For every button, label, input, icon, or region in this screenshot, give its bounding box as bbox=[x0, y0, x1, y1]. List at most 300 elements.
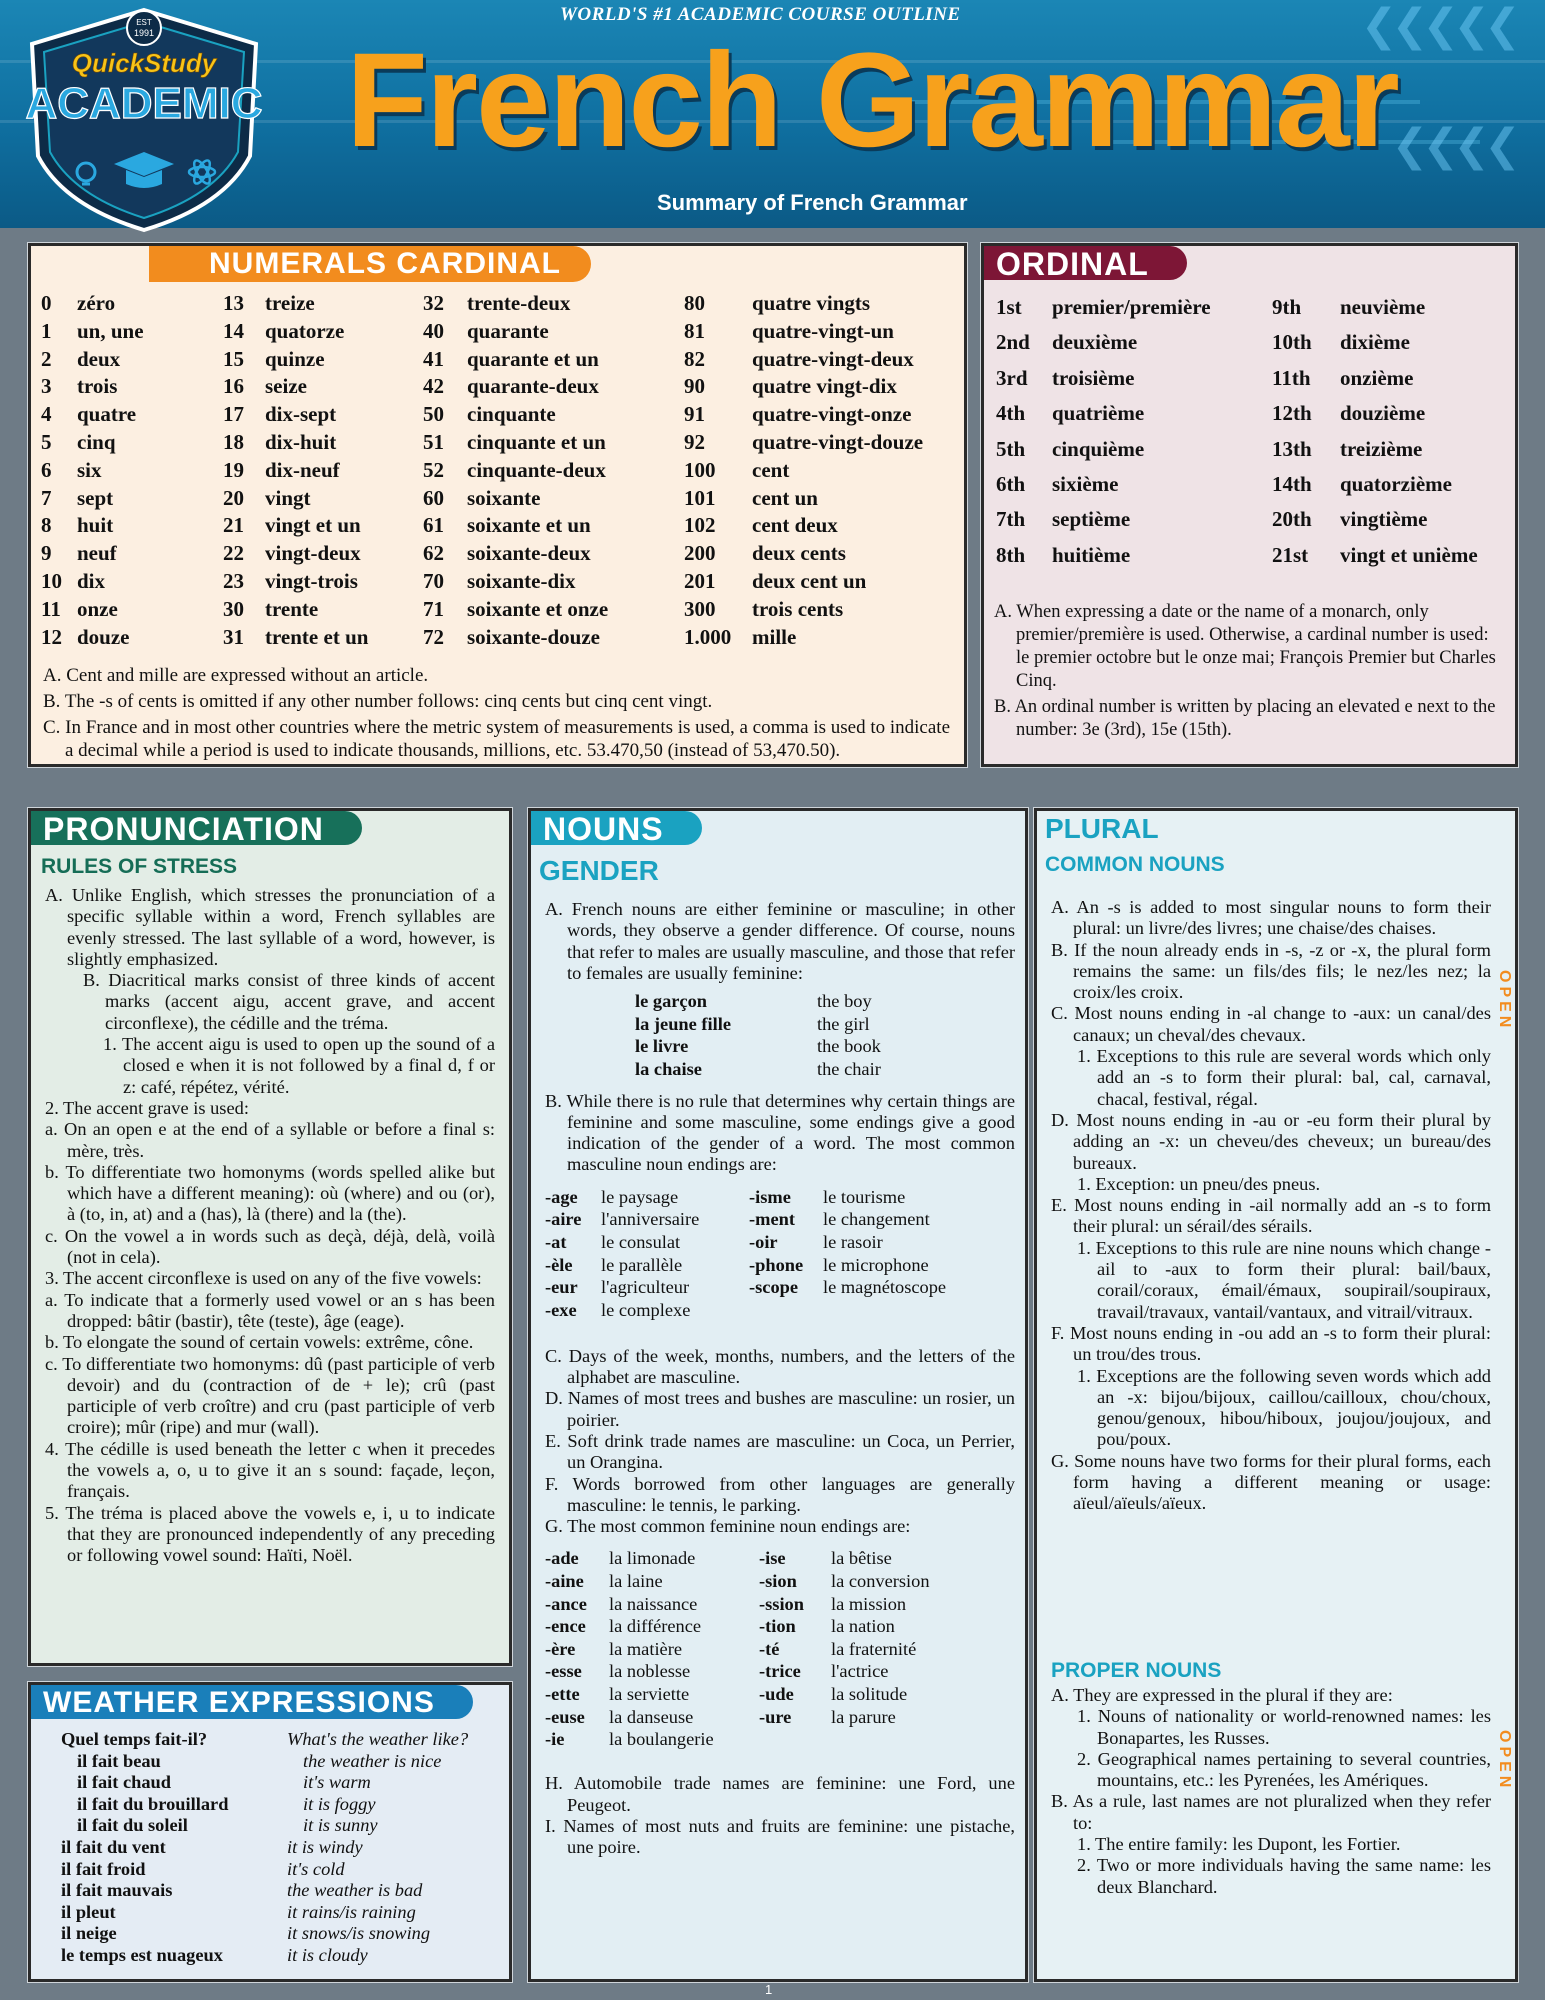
cardinal-value: cent bbox=[752, 457, 790, 482]
cardinal-note-c: C. In France and in most other countries where the metric system of measurements is used, a comma is used to indicate a decimal while a period is used to indicate thousands, millions, etc. 53.470,50 (instead of 53,470.50). bbox=[43, 717, 951, 761]
masculine-ending-key: -exe bbox=[545, 1299, 577, 1320]
masculine-ending-row bbox=[749, 1254, 946, 1277]
masculine-endings-table bbox=[545, 1186, 1015, 1336]
open-tab-lower: OPEN bbox=[1496, 1730, 1513, 1792]
cardinal-row bbox=[223, 457, 368, 485]
masculine-ending-value: le microphone bbox=[823, 1254, 929, 1275]
pronunciation-line: c. On the vowel a in words such as deçà, déjà, delà, voilà (not in cela). bbox=[45, 1225, 495, 1268]
weather-value: it is cloudy bbox=[287, 1944, 368, 1965]
cardinal-key: 102 bbox=[684, 513, 716, 538]
ordinal-key: 6th bbox=[996, 472, 1026, 497]
cardinal-key: 71 bbox=[423, 596, 444, 621]
nouns-title: NOUNS bbox=[531, 811, 702, 845]
nouns-rule-i: I. Names of most nuts and fruits are feminine: une pistache, une poire. bbox=[545, 1816, 1015, 1858]
cardinal-row bbox=[684, 485, 923, 513]
nouns-rule-a: A. French nouns are either feminine or masculine; in other words, they observe a gender difference. Of course, nouns that refer to males are usually masculine, and those that refer to females are usually feminine: bbox=[545, 899, 1015, 983]
feminine-ending-key: -ure bbox=[759, 1706, 792, 1727]
masculine-ending-row bbox=[545, 1208, 699, 1231]
ordinal-row bbox=[996, 290, 1211, 325]
ordinal-row bbox=[996, 502, 1211, 537]
cardinal-row bbox=[223, 290, 368, 318]
feminine-ending-key: -euse bbox=[545, 1706, 585, 1727]
plural-line: A. An -s is added to most singular nouns to form their plural: un livre/des livres; une chaise/des chaises. bbox=[1051, 897, 1491, 939]
weather-row bbox=[61, 1729, 468, 1751]
cardinal-key: 72 bbox=[423, 624, 444, 649]
cardinal-value: trois cents bbox=[752, 596, 844, 621]
masculine-ending-row bbox=[749, 1276, 946, 1299]
cardinal-key: 101 bbox=[684, 485, 716, 510]
feminine-ending-row bbox=[545, 1638, 714, 1661]
proper-nouns-line: B. As a rule, last names are not pluralized when they refer to: bbox=[1051, 1791, 1491, 1833]
cardinal-value: dix-neuf bbox=[265, 457, 340, 482]
pronunciation-line: b. To elongate the sound of certain vowels: extrême, cône. bbox=[45, 1332, 474, 1353]
masculine-ending-key: -isme bbox=[749, 1186, 791, 1207]
masculine-ending-row bbox=[749, 1186, 946, 1209]
cardinal-row bbox=[684, 429, 923, 457]
cardinal-value: quatre-vingt-un bbox=[752, 318, 894, 343]
masculine-ending-key: -eur bbox=[545, 1277, 578, 1298]
weather-key: il fait froid bbox=[61, 1858, 146, 1879]
cardinal-row bbox=[684, 624, 923, 652]
gender-example-row bbox=[635, 1058, 1015, 1081]
pronunciation-line: B. Diacritical marks consist of three kinds of accent marks (accent aigu, accent grave, and accent circonflexe), the cédille and the tréma. bbox=[83, 970, 495, 1033]
cardinal-row bbox=[684, 290, 923, 318]
cardinal-value: quatorze bbox=[265, 318, 345, 343]
cardinal-row bbox=[684, 457, 923, 485]
ordinal-value: quatorzième bbox=[1340, 472, 1452, 497]
weather-row bbox=[61, 1902, 468, 1924]
cardinal-row bbox=[684, 512, 923, 540]
cardinal-key: 70 bbox=[423, 568, 444, 593]
ordinal-value: septième bbox=[1052, 507, 1131, 532]
weather-value: it is foggy bbox=[303, 1793, 376, 1814]
feminine-ending-key: -ette bbox=[545, 1683, 580, 1704]
ordinal-key: 21st bbox=[1272, 542, 1309, 567]
tagline: WORLD'S #1 ACADEMIC COURSE OUTLINE bbox=[560, 4, 961, 25]
feminine-ending-row bbox=[545, 1706, 714, 1729]
ordinal-key: 1st bbox=[996, 295, 1022, 319]
proper-nouns-line: A. They are expressed in the plural if they are: bbox=[1051, 1685, 1393, 1705]
feminine-ending-value: l'actrice bbox=[831, 1661, 889, 1682]
feminine-ending-value: la danseuse bbox=[609, 1706, 694, 1727]
weather-row bbox=[61, 1815, 468, 1837]
cardinal-row bbox=[423, 624, 608, 652]
cardinal-row bbox=[684, 540, 923, 568]
weather-key: il fait du soleil bbox=[77, 1815, 188, 1836]
feminine-ending-value: la limonade bbox=[609, 1548, 696, 1569]
cardinal-key: 201 bbox=[684, 568, 716, 593]
cardinal-key: 1 bbox=[41, 318, 52, 343]
cardinal-row bbox=[684, 373, 923, 401]
cardinal-key: 11 bbox=[41, 596, 61, 621]
cardinal-key: 9 bbox=[41, 541, 52, 566]
feminine-ending-row bbox=[759, 1615, 930, 1638]
weather-key: Quel temps fait-il? bbox=[61, 1729, 208, 1749]
cardinal-value: un, une bbox=[77, 318, 144, 343]
cardinal-column-4 bbox=[684, 290, 923, 651]
cardinal-numerals-panel bbox=[28, 243, 967, 767]
cardinal-value: dix-sept bbox=[265, 402, 337, 427]
gender-example-value: the chair bbox=[817, 1058, 881, 1079]
pronunciation-line: 5. The tréma is placed above the vowels e, i, u to indicate that they are pronounced independently of any preceding or following vowel sound: Haïti, Noël. bbox=[45, 1502, 495, 1566]
cardinal-key: 51 bbox=[423, 429, 444, 454]
weather-key: il pleut bbox=[61, 1901, 116, 1922]
plural-line: B. If the noun already ends in -s, -z or -x, the plural form remains the same: un fils/des fils; le nez/les nez; la croix/les croix. bbox=[1051, 939, 1491, 1003]
ordinal-row bbox=[996, 396, 1211, 431]
cardinal-key: 60 bbox=[423, 485, 444, 510]
cardinal-key: 14 bbox=[223, 318, 244, 343]
cardinal-row bbox=[423, 457, 608, 485]
cardinal-value: neuf bbox=[77, 541, 117, 566]
cardinal-row bbox=[684, 568, 923, 596]
masculine-ending-row bbox=[749, 1208, 946, 1231]
cardinal-key: 13 bbox=[223, 291, 244, 315]
cardinal-key: 4 bbox=[41, 402, 52, 427]
ordinal-panel bbox=[981, 243, 1518, 767]
cardinal-row bbox=[223, 485, 368, 513]
masculine-ending-value: l'agriculteur bbox=[601, 1277, 690, 1298]
cardinal-value: quatre vingt-dix bbox=[752, 374, 897, 399]
weather-panel bbox=[28, 1682, 512, 1982]
cardinal-key: 8 bbox=[41, 513, 52, 538]
ordinal-value: deuxième bbox=[1052, 330, 1138, 355]
gender-example-key: le garçon bbox=[635, 991, 708, 1012]
page-title: French Grammar bbox=[346, 26, 1398, 175]
masculine-ending-key: -age bbox=[545, 1186, 578, 1207]
masculine-ending-value: le paysage bbox=[601, 1186, 679, 1207]
feminine-ending-row bbox=[759, 1570, 930, 1593]
feminine-ending-value: la nation bbox=[831, 1616, 895, 1637]
masculine-ending-row bbox=[545, 1186, 699, 1209]
pronunciation-line: 3. The accent circonflexe is used on any of the five vowels: bbox=[45, 1268, 482, 1289]
cardinal-value: trente et un bbox=[265, 624, 369, 649]
masculine-ending-key: -ment bbox=[749, 1209, 795, 1230]
plural-line: 1. Exceptions are the following seven words which add an -x: bijou/bijoux, caillou/cailloux, chou/choux, genou/genoux, hibou/hiboux, joujou/joujoux, and pou/poux. bbox=[1077, 1365, 1491, 1450]
cardinal-value: deux cents bbox=[752, 541, 846, 566]
nouns-panel bbox=[528, 808, 1028, 1982]
feminine-ending-value: la fraternité bbox=[831, 1638, 917, 1659]
cardinal-value: treize bbox=[265, 291, 315, 315]
arrow-decoration-icon: ❮❮❮❮ bbox=[1391, 120, 1515, 171]
cardinal-value: quarante-deux bbox=[467, 374, 599, 399]
ordinal-row bbox=[1272, 290, 1478, 325]
plural-line: 1. Exceptions to this rule are nine nouns which change -ail to -aux to form their plural: bail/baux, corail/coraux, émail/émaux, soupirail/soupiraux, travail/travaux, vantail/vantaux, and vitrail/vitraux. bbox=[1077, 1237, 1491, 1322]
cardinal-value: quinze bbox=[265, 346, 325, 371]
ordinal-row bbox=[1272, 467, 1478, 502]
cardinal-value: trente-deux bbox=[467, 291, 571, 315]
cardinal-row bbox=[41, 290, 144, 318]
weather-row bbox=[61, 1772, 468, 1794]
logo-year: 1991 bbox=[133, 28, 155, 38]
cardinal-value: zéro bbox=[77, 291, 116, 315]
pronunciation-line: a. On an open e at the end of a syllable or before a final s: mère, très. bbox=[45, 1119, 495, 1161]
feminine-ending-value: la matière bbox=[609, 1638, 683, 1659]
proper-nouns-line: 2. Geographical names pertaining to several countries, mountains, etc.: les Pyrenées, les Amériques. bbox=[1077, 1748, 1491, 1791]
cardinal-key: 50 bbox=[423, 402, 444, 427]
masculine-ending-value: le consulat bbox=[601, 1231, 681, 1252]
arrow-decoration-icon: ❮❮❮❮❮ bbox=[1360, 0, 1515, 51]
cardinal-row bbox=[684, 596, 923, 624]
masculine-ending-key: -èle bbox=[545, 1254, 573, 1275]
cardinal-row bbox=[41, 568, 144, 596]
pronunciation-line: a. To indicate that a formerly used vowel or an s has been dropped: bâtir (bastir), tête (teste), âge (eage). bbox=[45, 1289, 495, 1331]
pronunciation-line: 4. The cédille is used beneath the letter c when it precedes the vowels a, o, u to give it an s sound: façade, leçon, français. bbox=[45, 1438, 495, 1502]
weather-row bbox=[61, 1880, 468, 1902]
weather-row bbox=[61, 1945, 468, 1967]
cardinal-value: deux bbox=[77, 346, 121, 371]
cardinal-row bbox=[423, 568, 608, 596]
plural-line: 1. Exceptions to this rule are several words which only add an -s to form their plural: bal, cal, carnaval, chacal, festival, régal. bbox=[1077, 1046, 1491, 1109]
masculine-ending-row bbox=[749, 1231, 946, 1254]
feminine-ending-row bbox=[759, 1660, 930, 1683]
cardinal-row bbox=[223, 624, 368, 652]
quickstudy-logo bbox=[24, 6, 264, 234]
cardinal-value: six bbox=[77, 457, 102, 482]
cardinal-row bbox=[41, 429, 144, 457]
ordinal-key: 14th bbox=[1272, 472, 1312, 497]
weather-value: the weather is nice bbox=[303, 1750, 442, 1771]
ordinal-column-left bbox=[996, 290, 1211, 573]
cardinal-note-a: A. Cent and mille are expressed without an article. bbox=[43, 665, 429, 686]
cardinal-value: dix-huit bbox=[265, 429, 337, 454]
weather-key: il neige bbox=[61, 1923, 117, 1944]
ordinal-note-b: B. An ordinal number is written by placing an elevated e next to the number: 3e (3rd), 15e (15th). bbox=[994, 697, 1496, 740]
ordinal-value: troisième bbox=[1052, 365, 1135, 390]
proper-nouns-body bbox=[1051, 1685, 1491, 1898]
cardinal-key: 7 bbox=[41, 485, 52, 510]
rules-of-stress-heading: RULES OF STRESS bbox=[41, 855, 238, 878]
cardinal-value: soixante-douze bbox=[467, 624, 600, 649]
pronunciation-line: b. To differentiate two homonyms (words spelled alike but which have a different meaning): où (where) and ou (or), à (to, in, at) and a (has), là (there) and la (the). bbox=[45, 1161, 495, 1225]
cardinal-row bbox=[223, 429, 368, 457]
masculine-ending-value: le changement bbox=[823, 1209, 930, 1230]
feminine-ending-key: -ère bbox=[545, 1638, 576, 1659]
feminine-ending-key: -trice bbox=[759, 1661, 801, 1682]
weather-row bbox=[61, 1837, 468, 1859]
cardinal-row bbox=[41, 485, 144, 513]
masculine-ending-key: -scope bbox=[749, 1277, 799, 1298]
masculine-ending-value: le parallèle bbox=[601, 1254, 683, 1275]
cardinal-value: cent un bbox=[752, 485, 818, 510]
cardinal-key: 41 bbox=[423, 346, 444, 371]
weather-value: it is windy bbox=[287, 1836, 363, 1857]
ordinal-value: neuvième bbox=[1340, 295, 1426, 319]
cardinal-value: soixante bbox=[467, 485, 541, 510]
cardinal-key: 52 bbox=[423, 457, 444, 482]
cardinal-row bbox=[41, 624, 144, 652]
pronunciation-line: 1. The accent aigu is used to open up the sound of a closed e when it is not followed by a final d, f or z: café, répétez, vérité. bbox=[103, 1034, 495, 1097]
cardinal-key: 32 bbox=[423, 291, 444, 315]
page-subtitle: Summary of French Grammar bbox=[657, 190, 968, 215]
gender-heading: GENDER bbox=[539, 855, 659, 886]
ordinal-key: 5th bbox=[996, 436, 1026, 461]
gender-example-key: la jeune fille bbox=[635, 1013, 732, 1034]
cardinal-key: 61 bbox=[423, 513, 444, 538]
ordinal-value: premier/première bbox=[1052, 295, 1211, 319]
nouns-body bbox=[545, 899, 1015, 1859]
weather-key: il fait du brouillard bbox=[77, 1793, 229, 1814]
cardinal-key: 31 bbox=[223, 624, 244, 649]
cardinal-key: 0 bbox=[41, 291, 52, 315]
cardinal-key: 22 bbox=[223, 541, 244, 566]
masculine-ending-key: -phone bbox=[749, 1254, 804, 1275]
cardinal-row bbox=[41, 373, 144, 401]
cardinal-row bbox=[423, 485, 608, 513]
weather-key: il fait beau bbox=[77, 1750, 161, 1771]
pronunciation-line: c. To differentiate two homonyms: dû (past participle of verb devoir) and du (contraction of de + le); crû (past participle of verb croître) and cru (past participle of verb croire); mûr (ripe) and mur (wall). bbox=[45, 1353, 495, 1438]
weather-key: il fait chaud bbox=[77, 1772, 172, 1793]
cardinal-value: douze bbox=[77, 624, 130, 649]
cardinal-value: quarante et un bbox=[467, 346, 599, 371]
feminine-ending-row bbox=[545, 1547, 714, 1570]
masculine-ending-value: le magnétoscope bbox=[823, 1277, 947, 1298]
feminine-ending-value: la conversion bbox=[831, 1571, 930, 1592]
pronunciation-body bbox=[45, 885, 495, 1567]
cardinal-value: sept bbox=[77, 485, 114, 510]
feminine-ending-value: la mission bbox=[831, 1593, 907, 1614]
cardinal-key: 91 bbox=[684, 402, 705, 427]
feminine-ending-row bbox=[545, 1660, 714, 1683]
ordinal-value: vingtième bbox=[1340, 507, 1428, 532]
ordinal-key: 7th bbox=[996, 507, 1026, 532]
feminine-ending-row bbox=[545, 1615, 714, 1638]
logo-est: EST bbox=[136, 18, 152, 27]
plural-line: C. Most nouns ending in -al change to -aux: un canal/des canaux; un cheval/des chevaux. bbox=[1051, 1003, 1491, 1045]
ordinal-value: sixième bbox=[1052, 472, 1119, 497]
proper-nouns-line: 2. Two or more individuals having the same name: les deux Blanchard. bbox=[1077, 1855, 1491, 1897]
ordinal-key: 9th bbox=[1272, 295, 1302, 319]
feminine-ending-value: la noblesse bbox=[609, 1661, 691, 1682]
plural-body bbox=[1051, 897, 1491, 1515]
cardinal-key: 62 bbox=[423, 541, 444, 566]
cardinal-value: cinquante et un bbox=[467, 429, 606, 454]
cardinal-key: 16 bbox=[223, 374, 244, 399]
ordinal-key: 11th bbox=[1272, 365, 1311, 390]
feminine-ending-key: -ance bbox=[545, 1593, 587, 1614]
cardinal-title: NUMERALS CARDINAL bbox=[149, 246, 591, 282]
cardinal-row bbox=[223, 512, 368, 540]
feminine-ending-value: la parure bbox=[831, 1706, 896, 1727]
proper-nouns-line: 1. Nouns of nationality or world-renowned names: les Bonapartes, les Russes. bbox=[1077, 1706, 1491, 1748]
plural-line: 1. Exception: un pneu/des pneus. bbox=[1077, 1173, 1321, 1194]
nouns-rule-e: E. Soft drink trade names are masculine: un Coca, un Perrier, un Orangina. bbox=[545, 1430, 1015, 1473]
cardinal-value: soixante et onze bbox=[467, 596, 609, 621]
masculine-ending-row bbox=[545, 1254, 699, 1277]
cardinal-key: 6 bbox=[41, 457, 52, 482]
cardinal-row bbox=[223, 596, 368, 624]
cardinal-row bbox=[423, 290, 608, 318]
feminine-ending-key: -tion bbox=[759, 1616, 796, 1637]
cardinal-value: deux cent un bbox=[752, 568, 867, 593]
cardinal-value: quatre-vingt-deux bbox=[752, 346, 914, 371]
feminine-ending-key: -ude bbox=[759, 1683, 794, 1704]
masculine-ending-value: l'anniversaire bbox=[601, 1209, 700, 1230]
cardinal-key: 30 bbox=[223, 596, 244, 621]
cardinal-row bbox=[423, 512, 608, 540]
weather-table bbox=[61, 1729, 468, 1967]
nouns-rule-f: F. Words borrowed from other languages are generally masculine: le tennis, le parking. bbox=[545, 1473, 1015, 1515]
ordinal-key: 3rd bbox=[996, 365, 1028, 390]
cardinal-key: 90 bbox=[684, 374, 705, 399]
ordinal-key: 12th bbox=[1272, 401, 1312, 426]
ordinal-value: onzième bbox=[1340, 365, 1414, 390]
cardinal-row bbox=[423, 346, 608, 374]
cardinal-column-2 bbox=[223, 290, 368, 651]
cardinal-key: 200 bbox=[684, 541, 716, 566]
cardinal-column-3 bbox=[423, 290, 608, 651]
ordinal-row bbox=[1272, 325, 1478, 360]
ordinal-row bbox=[996, 538, 1211, 573]
gender-example-row bbox=[635, 1035, 1015, 1058]
masculine-ending-row bbox=[545, 1299, 699, 1322]
cardinal-key: 15 bbox=[223, 346, 244, 371]
cardinal-value: cent deux bbox=[752, 513, 838, 538]
masculine-ending-key: -aire bbox=[545, 1209, 582, 1230]
feminine-ending-key: -ence bbox=[545, 1616, 586, 1637]
logo-academic: ACADEMIC bbox=[25, 79, 263, 128]
cardinal-row bbox=[223, 373, 368, 401]
cardinal-value: seize bbox=[265, 374, 307, 399]
weather-row bbox=[61, 1923, 468, 1945]
plural-title: PLURAL bbox=[1045, 813, 1159, 844]
cardinal-value: quatre vingts bbox=[752, 291, 871, 315]
feminine-ending-row bbox=[759, 1547, 930, 1570]
cardinal-value: cinq bbox=[77, 429, 116, 454]
masculine-ending-key: -oir bbox=[749, 1231, 778, 1252]
feminine-endings-table bbox=[545, 1547, 1015, 1763]
ordinal-row bbox=[1272, 538, 1478, 573]
cardinal-key: 100 bbox=[684, 457, 716, 482]
weather-row bbox=[61, 1794, 468, 1816]
ordinal-column-right bbox=[1272, 290, 1478, 573]
cardinal-key: 5 bbox=[41, 429, 52, 454]
masculine-ending-key: -at bbox=[545, 1231, 567, 1252]
cardinal-row bbox=[41, 540, 144, 568]
cardinal-row bbox=[41, 512, 144, 540]
cardinal-value: trente bbox=[265, 596, 319, 621]
cardinal-key: 40 bbox=[423, 318, 444, 343]
ordinal-row bbox=[996, 325, 1211, 360]
cardinal-row bbox=[423, 429, 608, 457]
weather-value: the weather is bad bbox=[287, 1880, 423, 1901]
nouns-rule-c: C. Days of the week, months, numbers, and the letters of the alphabet are masculine. bbox=[545, 1345, 1015, 1388]
masculine-ending-row bbox=[545, 1231, 699, 1254]
feminine-ending-value: la bêtise bbox=[831, 1548, 892, 1569]
cardinal-key: 92 bbox=[684, 429, 705, 454]
feminine-ending-row bbox=[545, 1728, 714, 1751]
weather-key: il fait du vent bbox=[61, 1836, 166, 1857]
weather-value: it's warm bbox=[303, 1772, 371, 1793]
feminine-ending-row bbox=[545, 1593, 714, 1616]
cardinal-value: huit bbox=[77, 513, 114, 538]
open-tab-upper: OPEN bbox=[1496, 970, 1513, 1032]
plural-panel bbox=[1034, 808, 1518, 1982]
cardinal-row bbox=[41, 346, 144, 374]
ordinal-value: vingt et unième bbox=[1340, 542, 1478, 567]
ordinal-key: 8th bbox=[996, 542, 1026, 567]
proper-nouns-heading: PROPER NOUNS bbox=[1051, 1659, 1222, 1682]
feminine-ending-key: -ie bbox=[545, 1729, 565, 1750]
gender-example-key: la chaise bbox=[635, 1058, 702, 1079]
cardinal-row bbox=[684, 318, 923, 346]
nouns-rule-b: B. While there is no rule that determines why certain things are feminine and some masculine, some endings give a good indication of the gender of a word. The most common masculine noun endings are: bbox=[545, 1090, 1015, 1175]
feminine-ending-row bbox=[759, 1683, 930, 1706]
cardinal-value: cinquante bbox=[467, 402, 556, 427]
cardinal-row bbox=[423, 596, 608, 624]
ordinal-key: 2nd bbox=[996, 330, 1030, 355]
feminine-ending-value: la laine bbox=[609, 1571, 663, 1592]
ordinal-value: dixième bbox=[1340, 330, 1410, 355]
